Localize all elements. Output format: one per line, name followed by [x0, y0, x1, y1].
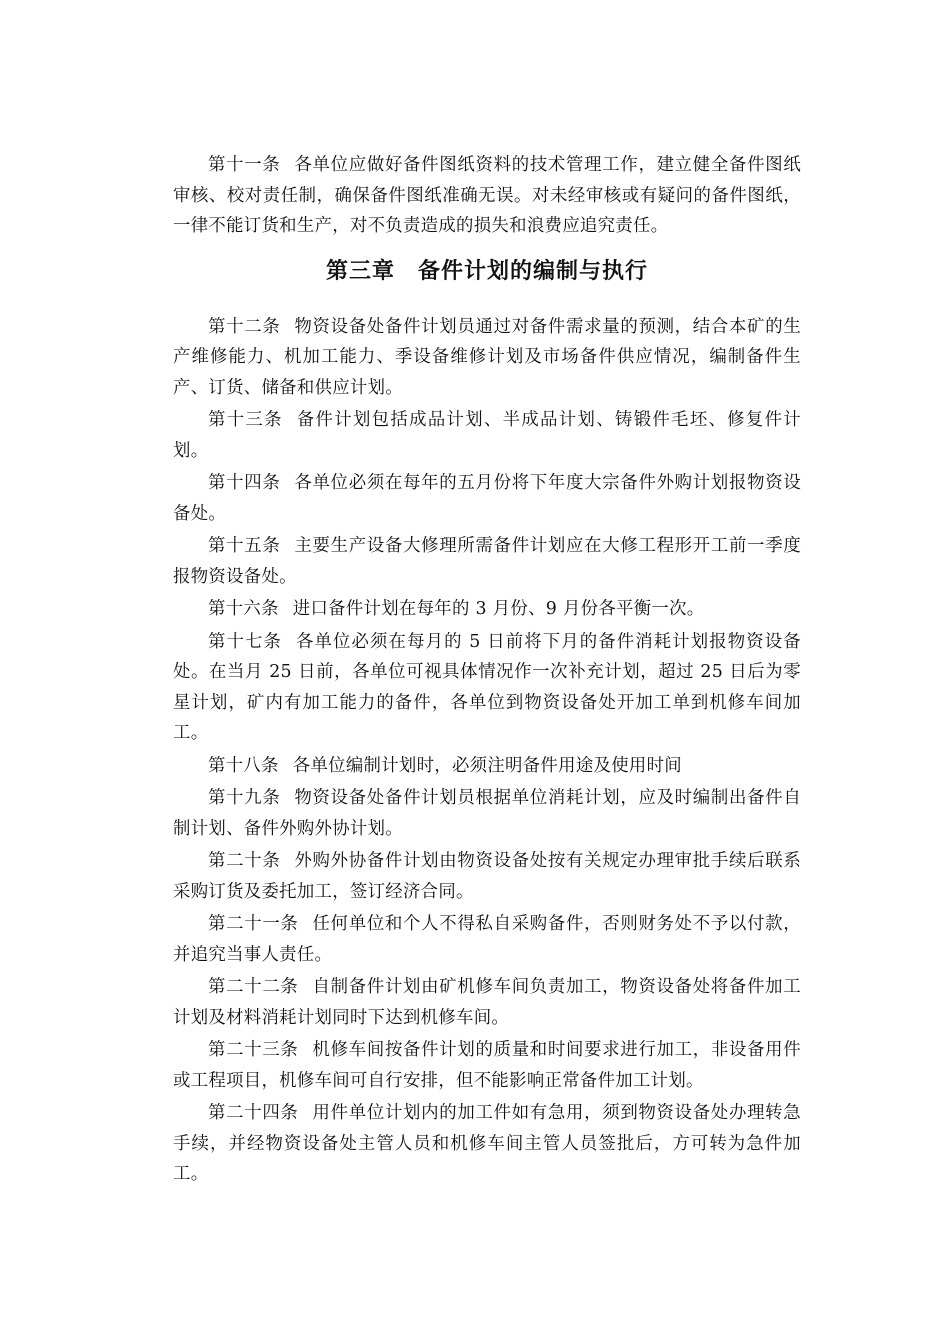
- document-page: [173, 150, 801, 1192]
- article-label: 第二十二条: [208, 977, 299, 997]
- article-paragraph: [173, 751, 801, 782]
- article-label: 第二十条: [208, 851, 281, 871]
- article-paragraph: [173, 909, 801, 970]
- article-paragraph: [173, 150, 801, 242]
- article-label: 第十六条: [208, 599, 279, 619]
- article-paragraph: [173, 627, 801, 749]
- article-text: 任何单位和个人不得私自采购备件，否则财务处不予以付款，并追究当事人责任。: [173, 914, 801, 965]
- article-text: 各单位必须在每年的五月份将下年度大宗备件外购计划报物资设备处。: [173, 473, 802, 524]
- article-paragraph: [173, 846, 801, 907]
- article-label: 第十八条: [208, 755, 279, 776]
- article-label: 第十五条: [208, 536, 281, 556]
- article-text: 备件计划包括成品计划、半成品计划、铸锻件毛坯、修复件计划。: [173, 410, 801, 461]
- article-label: 第十二条: [208, 316, 281, 337]
- article-text: 外购外协备件计划由物资设备处按有关规定办理审批手续后联系采购订货及委托加工，签订经济合同。: [173, 851, 802, 902]
- article-paragraph: [173, 468, 801, 529]
- article-text: 机修车间按备件计划的质量和时间要求进行加工，非设备用件或工程项目，机修车间可自行安排，但不能影响正常备件加工计划。: [173, 1040, 801, 1091]
- article-text: 各单位应做好备件图纸资料的技术管理工作，建立健全备件图纸审核、校对责任制，确保备件图纸准确无误。对未经审核或有疑问的备件图纸，一律不能订货和生产，对不负责造成的损失和浪费应追究责任。: [173, 155, 802, 236]
- article-text: 主要生产设备大修理所需备件计划应在大修工程形开工前一季度报物资设备处。: [173, 536, 802, 587]
- article-text: 进口备件计划在每年的 3 月份、9 月份各平衡一次。: [292, 599, 705, 619]
- article-label: 第二十四条: [208, 1103, 299, 1123]
- article-label: 第十三条: [208, 410, 283, 430]
- article-label: 第二十一条: [208, 914, 299, 934]
- article-paragraph: [173, 1035, 801, 1096]
- article-paragraph: [173, 531, 801, 592]
- article-paragraph: [173, 312, 801, 404]
- article-text: 物资设备处备件计划员根据单位消耗计划，应及时编制出备件自制计划、备件外购外协计划。: [173, 788, 802, 839]
- article-label: 第二十三条: [208, 1040, 299, 1060]
- article-text: 用件单位计划内的加工件如有急用，须到物资设备处办理转急手续，并经物资设备处主管人员和机修车间主管人员签批后，方可转为急件加工。: [173, 1103, 801, 1184]
- article-paragraph: [173, 1098, 801, 1190]
- article-paragraph: [173, 405, 801, 466]
- article-text: 物资设备处备件计划员通过对备件需求量的预测，结合本矿的生产维修能力、机加工能力、季设备维修计划及市场备件供应情况，编制备件生产、订货、储备和供应计划。: [173, 316, 802, 398]
- article-label: 第十一条: [208, 155, 281, 175]
- article-text: 各单位必须在每月的 5 日前将下月的备件消耗计划报物资设备处。在当月 25 日前，各单位可视具体情况作一次补充计划，超过 25 日后为零星计划，矿内有加工能力的备件，各单位到物资设备处开加工单到机修车间加工。: [173, 631, 802, 743]
- article-paragraph: [173, 783, 801, 844]
- article-label: 第十九条: [208, 788, 281, 808]
- chapter-title: 第三章 备件计划的编制与执行: [325, 258, 648, 284]
- article-label: 第十七条: [208, 631, 283, 652]
- article-paragraph: [173, 972, 801, 1033]
- article-text: 自制备件计划由矿机修车间负责加工，物资设备处将备件加工计划及材料消耗计划同时下达到机修车间。: [173, 977, 801, 1028]
- article-paragraph: [173, 594, 801, 625]
- article-label: 第十四条: [208, 473, 281, 493]
- article-text: 各单位编制计划时，必须注明备件用途及使用时间: [292, 755, 682, 776]
